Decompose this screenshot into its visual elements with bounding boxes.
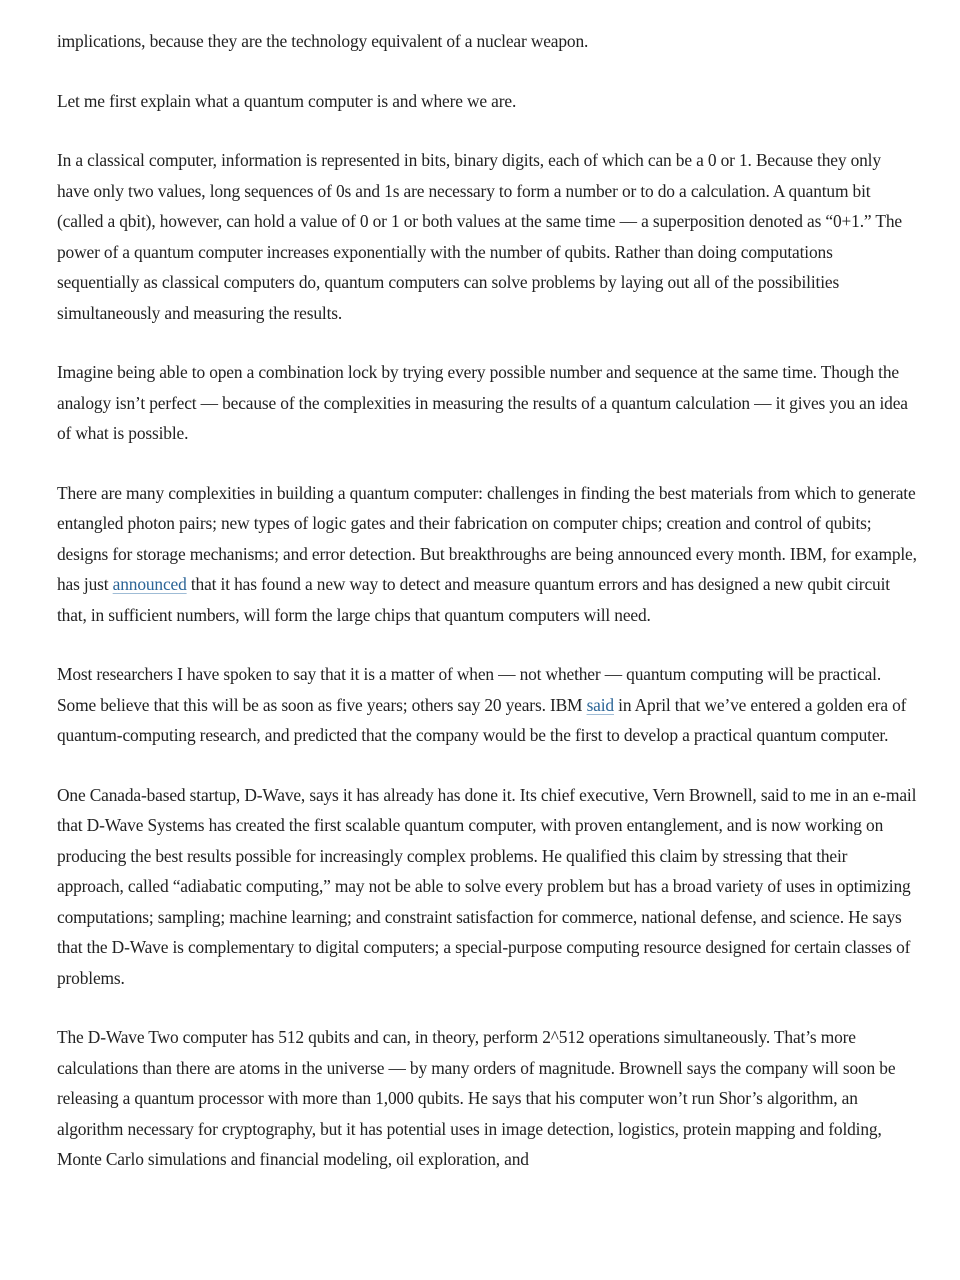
paragraph-5 — [57, 478, 917, 631]
announced-link[interactable]: announced — [112, 574, 187, 594]
said-link[interactable]: said — [586, 694, 614, 715]
paragraph-6-text-after: in April that we’ve entered a golden era of quantum-computing research, and predicted that the company would be the first to develop a practical quantum computer. — [57, 694, 907, 745]
paragraph-1: implications, because they are the technology equivalent of a nuclear weapon. — [57, 31, 589, 51]
paragraph-4: Imagine being able to open a combination lock by trying every possible number and sequence at the same time. Though the analogy isn’t perfect — because of the complexities in measuring the results of a quantum calculation — it gives you an idea of what is possible. — [57, 362, 908, 443]
paragraph-2: Let me first explain what a quantum computer is and where we are. — [57, 90, 517, 111]
paragraph-5-text-after: that it has found a new way to detect and measure quantum errors and has designed a new qubit circuit that, in sufficient numbers, will form the large chips that quantum computers will need. — [57, 574, 890, 625]
paragraph-7: One Canada-based startup, D-Wave, says it has already has done it. Its chief executive, Vern Brownell, said to me in an e-mail that D-Wave Systems has created the first scalable quantum computer, with proven entanglement, and is now working on producing the best results possible for increasingly complex problems. He qualified this claim by stressing that their approach, called “adiabatic computing,” may not be able to solve every problem but has a broad variety of uses in optimizing computations; sampling; machine learning; and constraint satisfaction for commerce, national defense, and science. He says that the D-Wave is complementary to digital computers; a special-purpose computing resource designed for certain classes of problems. — [57, 784, 917, 988]
paragraph-6 — [57, 659, 917, 751]
paragraph-5-text-before: There are many complexities in building a quantum computer: challenges in finding the best materials from which to generate entangled photon pairs; new types of logic gates and their fabrication on computer chips; creation and control of qubits; designs for storage mechanisms; and error detection. But breakthroughs are being announced every month. IBM, for example, has just — [57, 482, 917, 594]
paragraph-3: In a classical computer, information is represented in bits, binary digits, each of which can be a 0 or 1. Because they only have only two values, long sequences of 0s and 1s are necessary to form a number or to do a calculation. A quantum bit (called a qbit), however, can hold a value of 0 or 1 or both values at the same time — a superposition denoted as “0+1.” The power of a quantum computer increases exponentially with the number of qubits. Rather than doing computations sequentially as classical computers do, quantum computers can solve problems by laying out all of the possibilities simultaneously and measuring the results. — [57, 150, 902, 323]
paragraph-6-text-before: Most researchers I have spoken to say that it is a matter of when — not whether — quantum computing will be practical. Some believe that this will be as soon as five years; others say 20 years. IBM — [57, 664, 882, 715]
article-body — [57, 26, 917, 1204]
paragraph-8: The D-Wave Two computer has 512 qubits and can, in theory, perform 2^512 operations simultaneously. That’s more calculations than there are atoms in the universe — by many orders of magnitude. Brownell says the company will soon be releasing a quantum processor with more than 1,000 qubits. He says that his computer won’t run Shor’s algorithm, an algorithm necessary for cryptography, but it has potential uses in image detection, logistics, protein mapping and folding, Monte Carlo simulations and financial modeling, oil exploration, and — [57, 1027, 896, 1169]
